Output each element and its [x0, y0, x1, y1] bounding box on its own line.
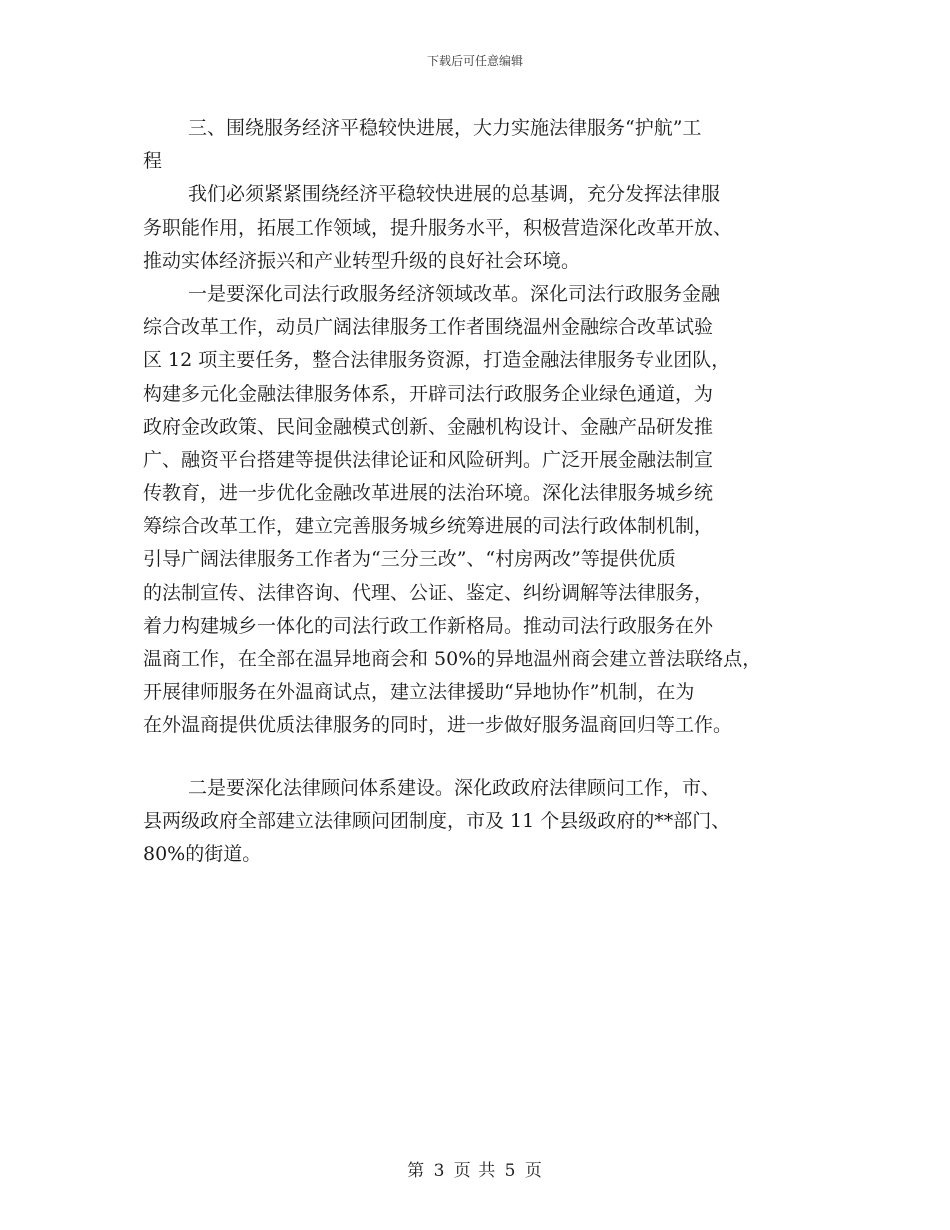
paragraph-line: 传教育，进一步优化金融改革进展的法治环境。深化法律服务城乡统	[143, 482, 714, 505]
paragraph-line: 区 12 项主要任务，整合法律服务资源，打造金融法律服务专业团队，	[143, 349, 731, 372]
paragraph-line: 80%的街道。	[143, 842, 262, 865]
paragraph-line: 政府金改政策、民间金融模式创新、金融机构设计、金融产品研发推	[143, 415, 714, 438]
paragraph-point-two	[143, 772, 823, 872]
paragraph-line: 在外温商提供优质法律服务的同时，进一步做好服务温商回归等工作。	[143, 714, 733, 737]
paragraph-line: 着力构建城乡一体化的司法行政工作新格局。推动司法行政服务在外	[143, 614, 714, 637]
paragraph-line: 务职能作用，拓展工作领域，提升服务水平，积极营造深化改革开放、	[143, 216, 733, 239]
paragraph-line: 一是要深化司法行政服务经济领域改革。深化司法行政服务金融	[188, 282, 721, 305]
current-page-number: 3	[433, 1161, 446, 1181]
footer-middle: 页 共	[453, 1161, 497, 1181]
heading-line: 程	[143, 150, 163, 173]
footer-prefix: 第	[407, 1161, 426, 1181]
paragraph-line: 我们必须紧紧围绕经济平稳较快进展的总基调，充分发挥法律服	[188, 183, 721, 206]
paragraph-line: 综合改革工作，动员广阔法律服务工作者围绕温州金融综合改革试验	[143, 316, 714, 339]
paragraph-line: 的法制宣传、法律咨询、代理、公证、鉴定、纠纷调解等法律服务，	[143, 581, 714, 604]
paragraph-spacer	[143, 743, 823, 772]
paragraph-line: 温商工作，在全部在温异地商会和 50%的异地温州商会建立普法联络点，	[143, 648, 762, 670]
section-heading	[143, 112, 823, 178]
paragraph-line: 构建多元化金融法律服务体系，开辟司法行政服务企业绿色通道，为	[143, 382, 714, 405]
paragraph-line: 引导广阔法律服务工作者为“三分三改”、“村房两改”等提供优质	[143, 548, 676, 571]
total-page-count: 5	[504, 1161, 517, 1181]
document-body	[143, 112, 823, 871]
paragraph-point-one	[143, 278, 823, 743]
paragraph-line: 县两级政府全部建立法律顾问团制度，市及 11 个县级政府的**部门、	[143, 809, 731, 832]
paragraph-intro	[143, 178, 823, 278]
page-header: 下载后可任意编辑	[426, 54, 523, 68]
heading-line: 三、围绕服务经济平稳较快进展，大力实施法律服务“护航”工	[188, 117, 702, 139]
footer-suffix: 页	[524, 1161, 543, 1181]
page-footer	[0, 1156, 950, 1181]
paragraph-line: 广、融资平台搭建等提供法律论证和风险研判。广泛开展金融法制宣	[143, 448, 714, 471]
paragraph-line: 开展律师服务在外温商试点，建立法律援助“异地协作”机制，在为	[143, 681, 695, 704]
paragraph-line: 二是要深化法律顾问体系建设。深化政政府法律顾问工作，市、	[188, 776, 721, 799]
paragraph-line: 推动实体经济振兴和产业转型升级的良好社会环境。	[143, 249, 581, 272]
paragraph-line: 筹综合改革工作，建立完善服务城乡统筹进展的司法行政体制机制，	[143, 515, 714, 538]
